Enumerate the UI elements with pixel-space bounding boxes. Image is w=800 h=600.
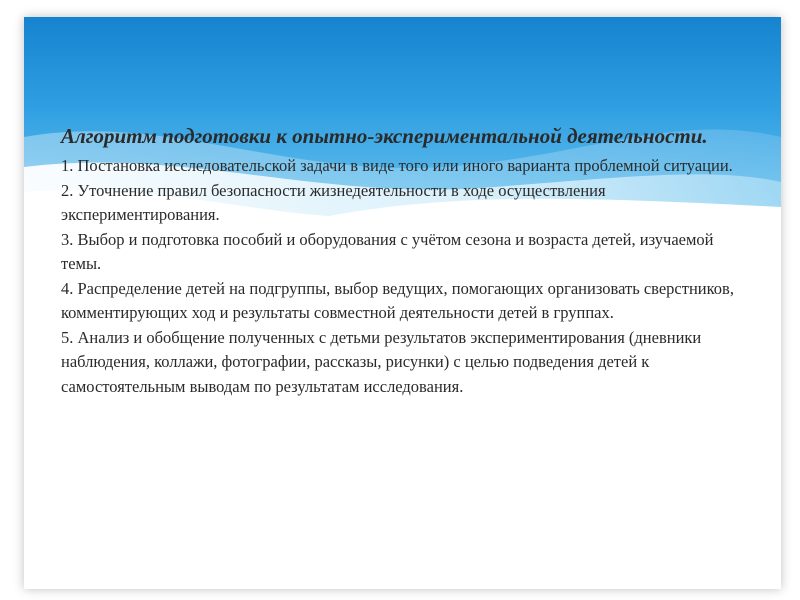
- list-item: 2. Уточнение правил безопасности жизнедеятельности в ходе осуществления экспериментирования.: [61, 180, 606, 224]
- list-item: 4. Распределение детей на подгруппы, выбор ведущих, помогающих организовать сверстников, комментирующих ход и результаты совместной деятельности детей в группах.: [61, 278, 734, 322]
- list-item: 1. Постановка исследовательской задачи в виде того или иного варианта проблемной ситуации.: [61, 156, 733, 175]
- slide-title: Алгоритм подготовки к опытно-экспериментальной деятельности.: [61, 124, 708, 148]
- slide-content: [61, 123, 741, 399]
- list-item: 3. Выбор и подготовка пособий и оборудования с учётом сезона и возраста детей, изучаемой темы.: [61, 229, 714, 273]
- list-item: 5. Анализ и обобщение полученных с детьми результатов экспериментирования (дневники наблюдения, коллажи, фотографии, рассказы, рисунки) с целью подведения детей к самостоятельным выводам по результатам исследования.: [61, 327, 702, 396]
